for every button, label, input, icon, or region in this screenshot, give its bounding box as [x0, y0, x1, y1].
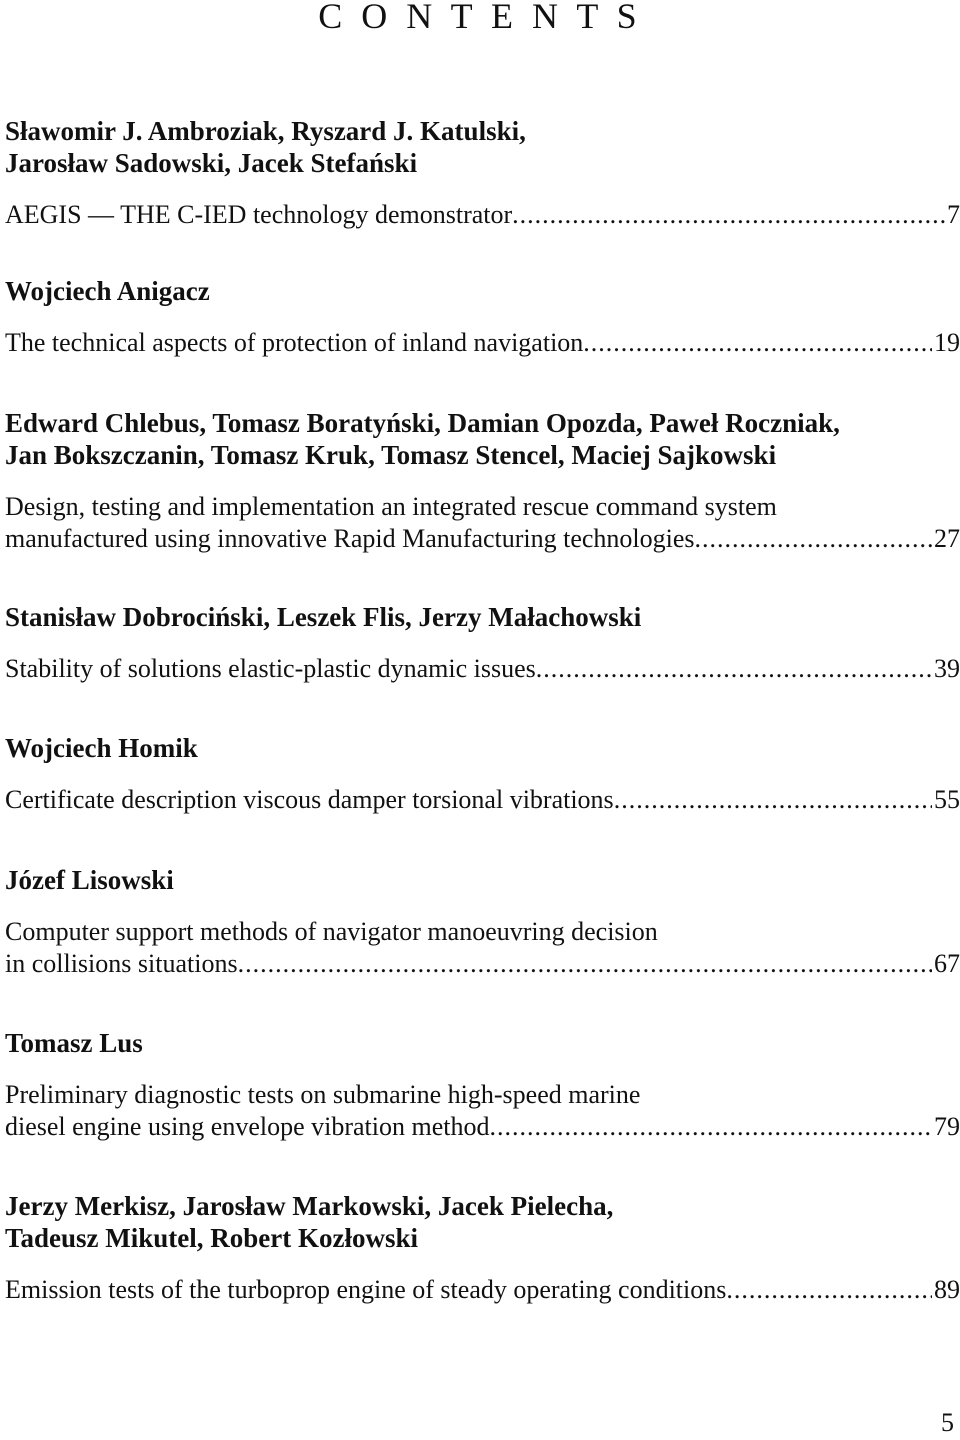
- entry-title: [5, 784, 960, 816]
- page-title: C O N T E N T S: [318, 0, 642, 36]
- entry-page: 27: [934, 524, 960, 553]
- toc-entry: [5, 407, 960, 555]
- toc-entry: [5, 864, 960, 980]
- dot-leader: [512, 199, 945, 231]
- author-line: Wojciech Homik: [5, 733, 198, 763]
- author-line: Józef Lisowski: [5, 865, 174, 895]
- title-text: Certificate description viscous damper torsional vibrations: [5, 785, 614, 814]
- author-line: Jerzy Merkisz, Jarosław Markowski, Jacek Pielecha,: [5, 1191, 614, 1221]
- dot-leader: [695, 523, 932, 555]
- entry-authors: [5, 275, 960, 307]
- entry-title-line: [5, 948, 960, 980]
- entry-title: [5, 327, 960, 359]
- title-text: Computer support methods of navigator manoeuvring decision: [5, 917, 658, 946]
- title-text: AEGIS — THE C-IED technology demonstrator: [5, 200, 513, 229]
- author-line: Tomasz Lus: [5, 1028, 143, 1058]
- dot-leader: [726, 1274, 932, 1306]
- author-line: Tadeusz Mikutel, Robert Kozłowski: [5, 1223, 419, 1253]
- toc-entry: [5, 275, 960, 359]
- entry-authors: [5, 1027, 960, 1059]
- title-text: manufactured using innovative Rapid Manufacturing technologies: [5, 524, 695, 553]
- page-number: 5: [941, 1408, 954, 1437]
- entry-authors: [5, 115, 960, 179]
- author-line: Sławomir J. Ambroziak, Ryszard J. Katulski,: [5, 116, 526, 146]
- toc-entry: [5, 732, 960, 816]
- entry-page: 39: [934, 654, 960, 683]
- entry-page: 79: [934, 1112, 960, 1141]
- author-line: Jan Bokszczanin, Tomasz Kruk, Tomasz Stencel, Maciej Sajkowski: [5, 440, 777, 470]
- dot-leader: [614, 784, 932, 816]
- title-text: Stability of solutions elastic-plastic dynamic issues: [5, 654, 536, 683]
- author-line: Jarosław Sadowski, Jacek Stefański: [5, 148, 418, 178]
- entry-title: [5, 653, 960, 685]
- title-text: Design, testing and implementation an integrated rescue command system: [5, 492, 777, 521]
- entry-title-line: [5, 784, 960, 816]
- entry-authors: [5, 407, 960, 471]
- dot-leader: [490, 1111, 933, 1143]
- dot-leader: [238, 948, 932, 980]
- entry-title-line: [5, 653, 960, 685]
- entry-title-line: [5, 523, 960, 555]
- entry-page: 89: [934, 1275, 960, 1304]
- entry-title: [5, 491, 960, 555]
- author-line: Wojciech Anigacz: [5, 276, 210, 306]
- entry-title-line: [5, 1111, 960, 1143]
- entry-page: 67: [934, 949, 960, 978]
- toc-entry: [5, 601, 960, 685]
- entry-authors: [5, 732, 960, 764]
- title-text: in collisions situations: [5, 949, 238, 978]
- author-line: Stanisław Dobrociński, Leszek Flis, Jerzy Małachowski: [5, 602, 642, 632]
- toc-entry: [5, 1190, 960, 1306]
- title-text: Preliminary diagnostic tests on submarine high-speed marine: [5, 1080, 641, 1109]
- author-line: Edward Chlebus, Tomasz Boratyński, Damian Opozda, Paweł Roczniak,: [5, 408, 840, 438]
- entry-title: [5, 199, 960, 231]
- entry-title-line: [5, 199, 960, 231]
- entry-title-line: [5, 1274, 960, 1306]
- title-text: Emission tests of the turboprop engine of steady operating conditions: [5, 1275, 727, 1304]
- entry-title: [5, 916, 960, 980]
- dot-leader: [583, 327, 932, 359]
- entry-authors: [5, 601, 960, 633]
- title-text: The technical aspects of protection of inland navigation: [5, 328, 584, 357]
- toc-entry: [5, 1027, 960, 1143]
- toc-entry: [5, 115, 960, 231]
- title-text: diesel engine using envelope vibration method: [5, 1112, 490, 1141]
- entry-authors: [5, 1190, 960, 1254]
- entry-title: [5, 1274, 960, 1306]
- entry-page: 19: [934, 328, 960, 357]
- dot-leader: [536, 653, 932, 685]
- entry-title-line: [5, 327, 960, 359]
- entry-page: 7: [947, 200, 960, 229]
- entry-title: [5, 1079, 960, 1143]
- entry-page: 55: [934, 785, 960, 814]
- entry-authors: [5, 864, 960, 896]
